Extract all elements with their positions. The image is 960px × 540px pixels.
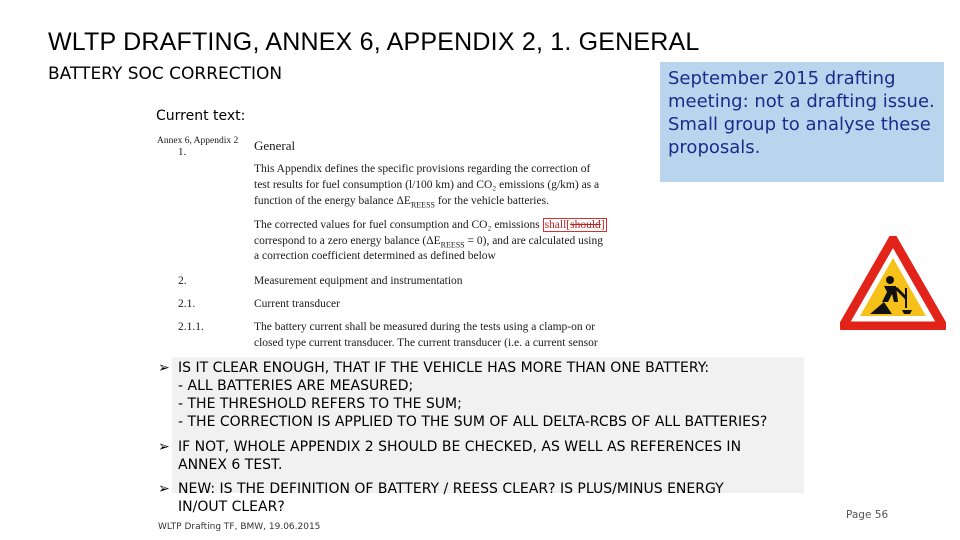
paragraph2-line1: The corrected values for fuel consumption and CO₂ emissions shall[should] — [254, 219, 605, 231]
annex-reference: Annex 6, Appendix 2 — [157, 136, 239, 146]
tracked-change: shall[should] — [544, 219, 605, 231]
bullet-subline: - THE CORRECTION IS APPLIED TO THE SUM OF ALL DELTA-RCBS OF ALL BATTERIES? — [178, 414, 768, 430]
paragraph1-line3: function of the energy balance $\Delta E_{REESS}$ for the vehicle batteries. — [254, 195, 549, 210]
current-text-label: Current text: — [156, 108, 246, 124]
bullet-subline: - THE THRESHOLD REFERS TO THE SUM; — [178, 396, 462, 412]
arrow-bullet-icon: ➢ — [158, 481, 170, 497]
slide-title: WLTP DRAFTING, ANNEX 6, APPENDIX 2, 1. GENERAL — [48, 28, 700, 56]
bullet-subline: ANNEX 6 TEST. — [178, 457, 283, 473]
item-continuation: closed type current transducer. The current transducer (i.e. a current sensor — [254, 337, 598, 349]
item-number: 2. — [178, 275, 187, 287]
drafting-note-box: September 2015 drafting meeting: not a drafting issue. Small group to analyse these proposals. — [660, 62, 944, 182]
paragraph2-line3: a correction coefficient determined as defined below — [254, 250, 496, 262]
bullet-subline: - ALL BATTERIES ARE MEASURED; — [178, 378, 414, 394]
paragraph2-line2: correspond to a zero energy balance $(\Delta E_{REESS} = 0)$, and are calculated using — [254, 235, 603, 250]
slide-footer: WLTP Drafting TF, BMW, 19.06.2015 — [158, 522, 321, 532]
page-number: Page 56 — [846, 509, 889, 521]
arrow-bullet-icon: ➢ — [158, 439, 170, 455]
item-text: Measurement equipment and instrumentation — [254, 275, 463, 287]
bullet-text: IF NOT, WHOLE APPENDIX 2 SHOULD BE CHECKED, AS WELL AS REFERENCES IN — [178, 439, 742, 455]
slide-subtitle: BATTERY SOC CORRECTION — [48, 64, 283, 84]
item-number: 2.1. — [178, 298, 196, 310]
item-text: Current transducer — [254, 298, 340, 310]
section-title: General — [254, 138, 296, 153]
road-works-warning-icon — [840, 236, 946, 330]
arrow-bullet-icon: ➢ — [158, 360, 170, 376]
section-number: 1. — [178, 146, 187, 158]
bullet-text: NEW: IS THE DEFINITION OF BATTERY / REESS CLEAR? IS PLUS/MINUS ENERGY — [178, 481, 724, 497]
paragraph1-line2: test results for fuel consumption (l/100 km) and CO₂ emissions (g/km) as a — [254, 179, 600, 191]
bullet-subline: IN/OUT CLEAR? — [178, 499, 285, 515]
paragraph1-line1: This Appendix defines the specific provisions regarding the correction of — [254, 163, 591, 175]
item-number: 2.1.1. — [178, 321, 204, 333]
bullet-text: IS IT CLEAR ENOUGH, THAT IF THE VEHICLE HAS MORE THAN ONE BATTERY: — [178, 360, 710, 376]
item-text: The battery current shall be measured during the tests using a clamp-on or — [254, 321, 596, 333]
